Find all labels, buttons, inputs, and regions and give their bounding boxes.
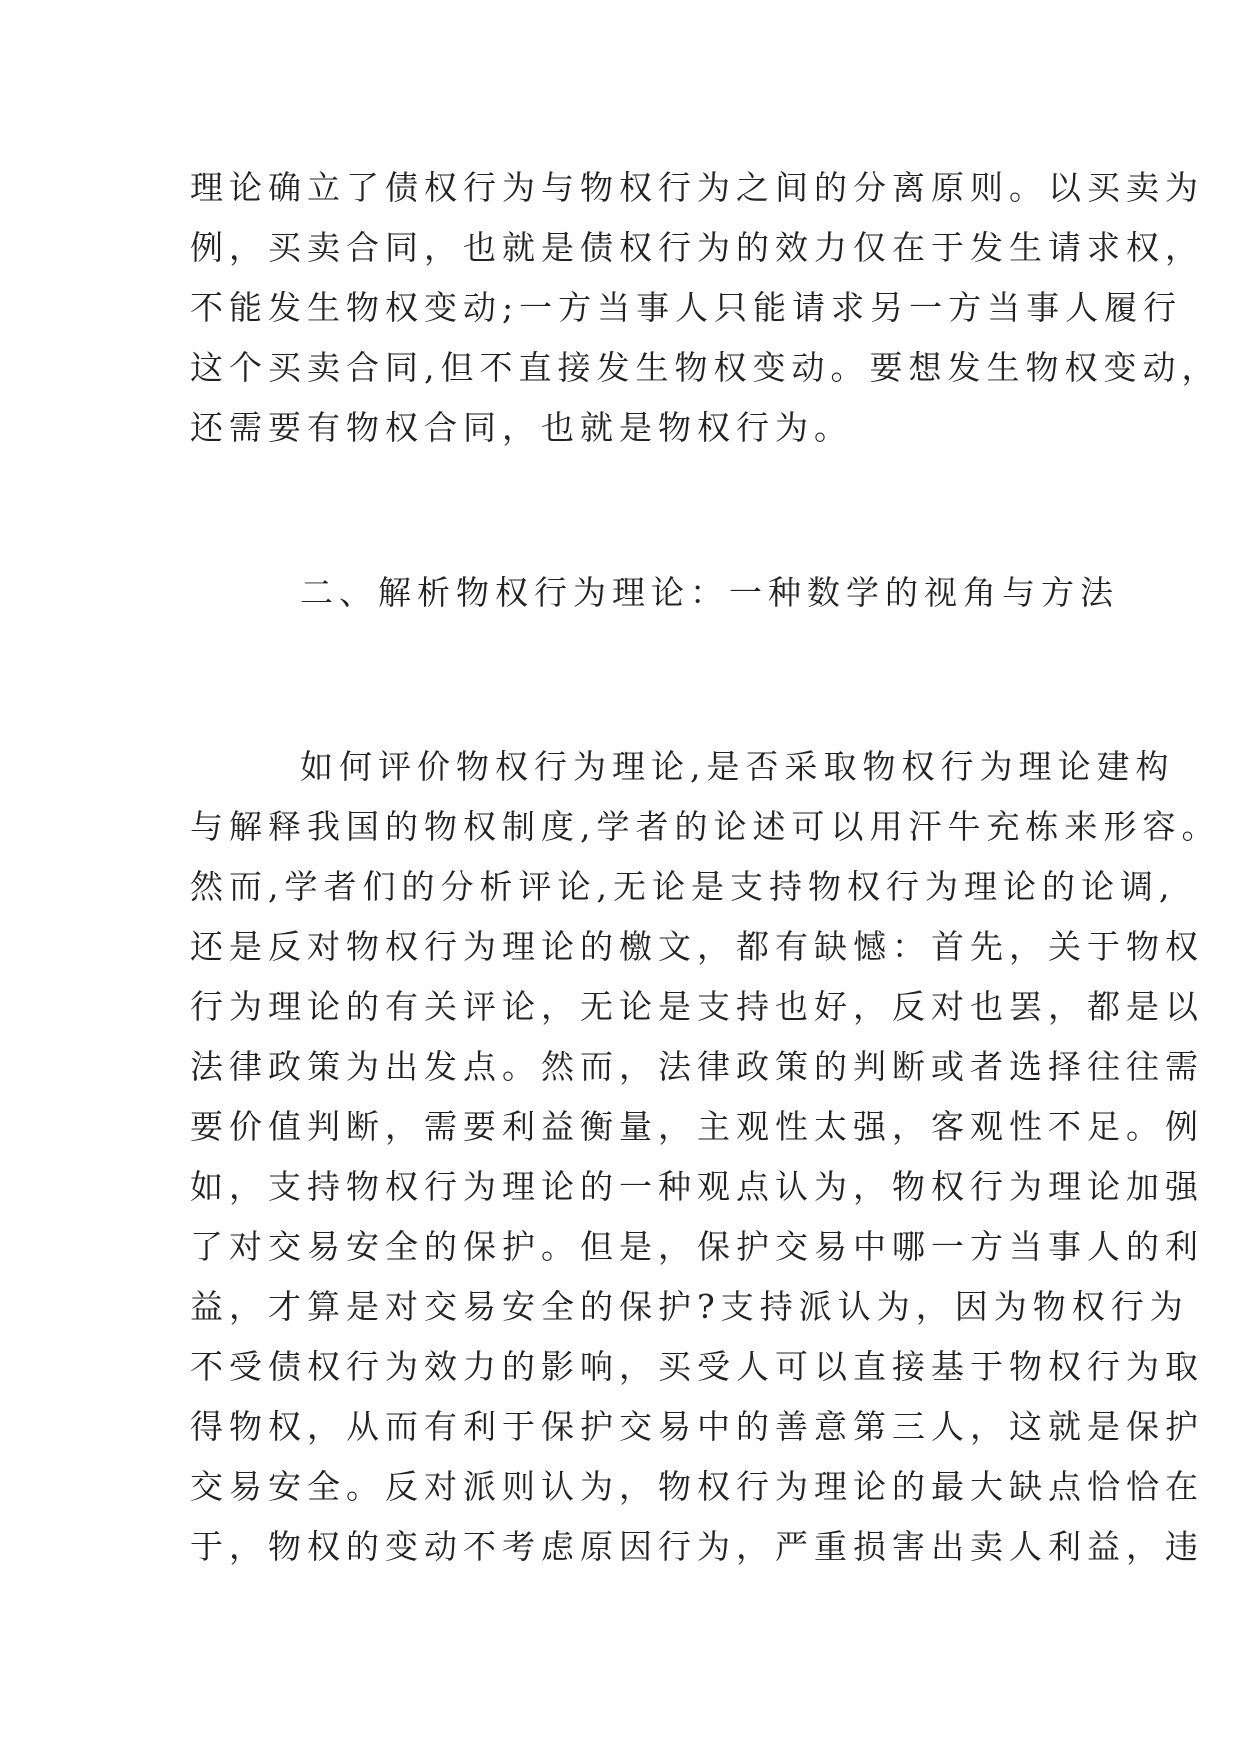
paragraph-line: 要价值判断，需要利益衡量，主观性太强，客观性不足。例 [190,1107,1204,1146]
paragraph-line: 与解释我国的物权制度,学者的论述可以用汗牛充栋来形容。 [190,807,1221,846]
section-heading: 二、解析物权行为理论：一种数学的视角与方法 [300,573,1119,612]
paragraph-line: 益，才算是对交易安全的保护?支持派认为，因为物权行为 [190,1287,1189,1326]
paragraph-line: 还需要有物权合同，也就是物权行为。 [190,408,853,447]
paragraph-line: 不能发生物权变动;一方当事人只能请求另一方当事人履行 [190,288,1183,327]
paragraph-line: 不受债权行为效力的影响，买受人可以直接基于物权行为取 [190,1347,1204,1386]
paragraph-line: 如何评价物权行为理论,是否采取物权行为理论建构 [300,747,1175,786]
paragraph-1 [190,158,1221,458]
paragraph-line: 例，买卖合同，也就是债权行为的效力仅在于发生请求权， [190,228,1204,267]
paragraph-line: 如，支持物权行为理论的一种观点认为，物权行为理论加强 [190,1167,1204,1206]
paragraph-line: 于，物权的变动不考虑原因行为，严重损害出卖人利益，违 [190,1527,1204,1566]
paragraph-line: 这个买卖合同,但不直接发生物权变动。要想发生物权变动， [190,348,1221,387]
paragraph-line: 然而,学者们的分析评论,无论是支持物权行为理论的论调, [190,867,1176,906]
paragraph-line: 法律政策为出发点。然而，法律政策的判断或者选择往往需 [190,1047,1204,1086]
paragraph-line: 得物权，从而有利于保护交易中的善意第三人，这就是保护 [190,1407,1204,1446]
paragraph-line: 理论确立了债权行为与物权行为之间的分离原则。以买卖为 [190,168,1204,207]
paragraph-line: 了对交易安全的保护。但是，保护交易中哪一方当事人的利 [190,1227,1204,1266]
paragraph-2 [190,737,1221,1577]
paragraph-line: 还是反对物权行为理论的檄文，都有缺憾：首先，关于物权 [190,927,1204,966]
paragraph-line: 行为理论的有关评论，无论是支持也好，反对也罢，都是以 [190,987,1204,1026]
paragraph-line: 交易安全。反对派则认为，物权行为理论的最大缺点恰恰在 [190,1467,1204,1506]
